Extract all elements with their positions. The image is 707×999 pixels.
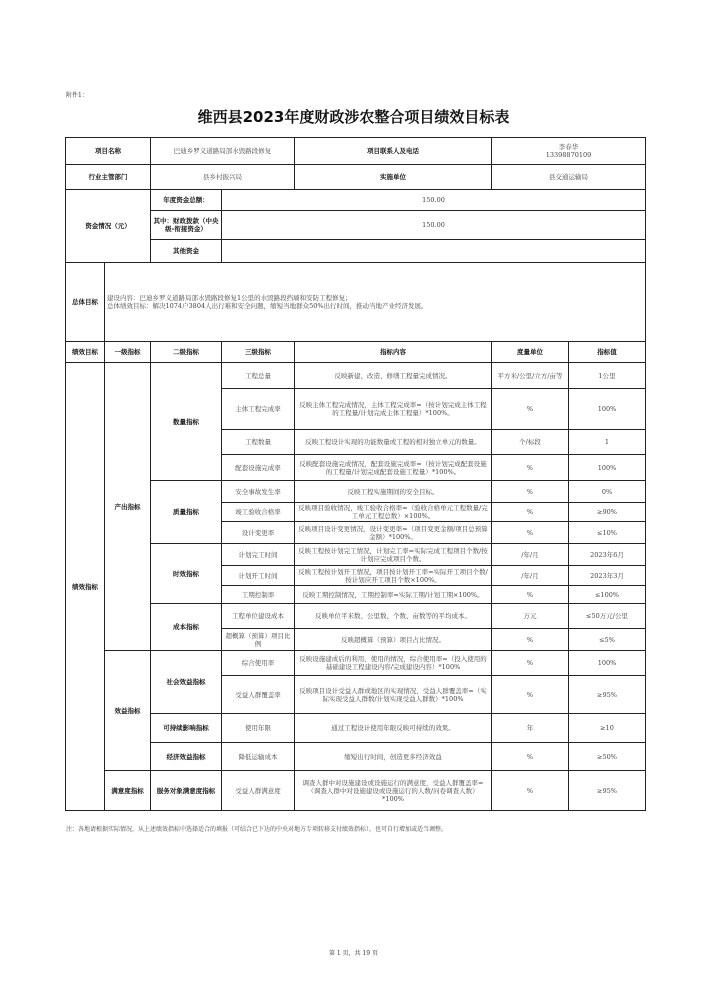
contact-label: 项目联系人及电话	[295, 138, 492, 165]
indicator-content: 反映工程按计划完工情况，计划完工率=实际完成工程项目个数/按计划应完成项目个数。	[295, 544, 492, 566]
indicator-value: 1公里	[569, 363, 646, 389]
indicator-content: 反映超概算（预算）项目占比情况。	[295, 629, 492, 651]
indicator-unit: 平方米/公里/立方/亩等	[492, 363, 569, 389]
table-row	[66, 481, 646, 503]
indicator-content: 缩短出行时间，创造更多经济效益	[295, 743, 492, 771]
indicator-name: 竣工验收合格率	[222, 503, 295, 522]
funds-other-row	[66, 240, 646, 263]
indicator-unit: %	[492, 586, 569, 604]
level1-cell: 效益指标	[105, 651, 151, 771]
header-level1: 一级指标	[105, 342, 151, 363]
indicator-name: 综合使用率	[222, 651, 295, 676]
indicator-name: 工程总量	[222, 363, 295, 389]
goal-label: 总体目标	[66, 263, 105, 342]
indicator-name: 主体工程完成率	[222, 389, 295, 430]
indicator-name: 降低运输成本	[222, 743, 295, 771]
goal-line-2: 总体绩效目标：解决1074户3804人出行难和安全问题，缩短当地群众50%出行时间，推动当地产业经济发展。	[107, 302, 428, 310]
goal-line-1: 建设内容：巴迪乡罗义道路局部水毁路段修复1公里的水毁路段挡墙和安防工程修复；	[107, 294, 352, 302]
table-row	[66, 771, 646, 811]
funds-fiscal-label: 其中：财政拨款（中央级-衔接资金）	[151, 211, 222, 240]
indicator-unit: %	[492, 481, 569, 503]
indicator-unit: %	[492, 676, 569, 714]
indicator-unit: %	[492, 455, 569, 481]
indicator-content: 反映设施建成后的利用、使用的情况，综合使用率=（投入使用的基础建设工程建设内容/完成建设内容）*100%	[295, 651, 492, 676]
indicator-value: ≥95%	[569, 771, 646, 811]
level1-cell: 满意度指标	[105, 771, 151, 811]
impl-label: 实施单位	[295, 165, 492, 190]
indicator-value: ≤100%	[569, 586, 646, 604]
indicator-value: 0%	[569, 481, 646, 503]
indicator-content: 反映主体工程完成情况，主体工程完成率=（按计划完成主体工程的工程量/计划完成主体工程量）*100%。	[295, 389, 492, 430]
header-row	[66, 342, 646, 363]
level2-cell: 经济效益指标	[151, 743, 222, 771]
table-row	[66, 743, 646, 771]
level2-cell: 质量指标	[151, 481, 222, 544]
contact-value	[492, 138, 646, 165]
indicator-value: ≥95%	[569, 676, 646, 714]
indicator-content: 反映项目设计变更情况，设计变更率=（项目变更金额/项目总预算金额）*100%。	[295, 522, 492, 544]
indicator-name: 工程数量	[222, 430, 295, 455]
indicator-unit: %	[492, 522, 569, 544]
level2-cell: 可持续影响指标	[151, 714, 222, 743]
indicator-name: 计划开工时间	[222, 566, 295, 586]
indicator-name: 受益人群覆盖率	[222, 676, 295, 714]
contact-name: 李春华	[558, 143, 579, 151]
contact-phone: 13398870109	[545, 151, 592, 159]
indicator-value: ≤10%	[569, 522, 646, 544]
indicator-unit: %	[492, 389, 569, 430]
performance-table	[65, 137, 646, 811]
indicator-value: 2023年3月	[569, 566, 646, 586]
funds-total-value: 150.00	[222, 190, 646, 211]
indicator-content: 调查人群中对设施建设或设施运行的满意度，受益人群覆盖率=（调查人群中对设施建设或设施运行的人数/问卷调查人数）*100%	[295, 771, 492, 811]
header-unit: 度量单位	[492, 342, 569, 363]
funds-total-row	[66, 190, 646, 211]
indicator-unit: 年	[492, 714, 569, 743]
funds-other-label: 其他资金	[151, 240, 222, 263]
level2-cell: 社会效益指标	[151, 651, 222, 714]
indicator-name: 超概算（预算）项目比例	[222, 629, 295, 651]
level2-cell: 数量指标	[151, 363, 222, 481]
table-row	[66, 714, 646, 743]
table-row	[66, 544, 646, 566]
footnote: 注：各地请根据实际情况，从上述绩效指标中选择适合的填报（可结合已下达的中央对地方专项转移支付绩效指标），也可自行增加或适当调整。	[66, 826, 448, 833]
level0-cell: 绩效指标	[66, 363, 105, 811]
indicator-value: 1	[569, 430, 646, 455]
level1-cell: 产出指标	[105, 363, 151, 651]
indicator-content: 反映项目设计受益人群或地区的实现情况，受益人群覆盖率=（实际实现受益人群数/计划实现受益人群数）*100%	[295, 676, 492, 714]
indicator-name: 工程单位建设成本	[222, 604, 295, 629]
indicator-content: 反映单位平米数、公里数、个数、亩数等的平均成本。	[295, 604, 492, 629]
indicator-name: 工期控制率	[222, 586, 295, 604]
indicator-name: 计划完工时间	[222, 544, 295, 566]
page-number: 第 1 页，共 19 页	[328, 950, 379, 957]
level2-cell: 成本指标	[151, 604, 222, 651]
indicator-unit: 万元	[492, 604, 569, 629]
indicator-name: 安全事故发生率	[222, 481, 295, 503]
indicator-unit: /年/月	[492, 566, 569, 586]
header-content: 指标内容	[295, 342, 492, 363]
indicator-name: 配套设施完成率	[222, 455, 295, 481]
table-row	[66, 604, 646, 629]
header-goal: 绩效目标	[66, 342, 105, 363]
dept-label: 行业主管部门	[66, 165, 151, 190]
project-name-row	[66, 138, 646, 165]
indicator-value: ≤50万元/公里	[569, 604, 646, 629]
indicator-name: 设计变更率	[222, 522, 295, 544]
indicator-content: 反映工程设计实现的功能数量或工程的相对独立单元的数量。	[295, 430, 492, 455]
project-name-value: 巴迪乡罗义道路局部水毁路段修复	[151, 138, 295, 165]
goal-row	[66, 263, 646, 342]
indicator-name: 使用年限	[222, 714, 295, 743]
indicator-content: 反映工程实施期间的安全目标。	[295, 481, 492, 503]
level2-cell: 服务对象满意度指标	[151, 771, 222, 811]
indicator-unit: %	[492, 503, 569, 522]
table-row	[66, 363, 646, 389]
level2-cell: 时效指标	[151, 544, 222, 604]
indicator-unit: %	[492, 771, 569, 811]
funds-label: 资金情况（元）	[66, 190, 151, 263]
header-value: 指标值	[569, 342, 646, 363]
funds-fiscal-row	[66, 211, 646, 240]
indicator-value: ≥50%	[569, 743, 646, 771]
indicator-value: 2023年6月	[569, 544, 646, 566]
indicator-unit: %	[492, 629, 569, 651]
indicator-unit: %	[492, 743, 569, 771]
header-level2: 二级指标	[151, 342, 222, 363]
project-name-label: 项目名称	[66, 138, 151, 165]
funds-other-value	[222, 240, 646, 263]
dept-value: 县乡村振兴局	[151, 165, 295, 190]
funds-total-label: 年度资金总额：	[151, 190, 222, 211]
indicator-value: 100%	[569, 651, 646, 676]
indicator-content: 反映工程按计划开工情况，项目按计划开工率=实际开工项目个数/按计划应开工项目个数×100%。	[295, 566, 492, 586]
indicator-value: ≥90%	[569, 503, 646, 522]
indicator-value: ≤5%	[569, 629, 646, 651]
indicator-unit: 个/标段	[492, 430, 569, 455]
indicator-content: 反映配套设施完成情况，配套设施完成率=（按计划完成配套设施的工程量/计划完成配套设施工程量）*100%。	[295, 455, 492, 481]
dept-row	[66, 165, 646, 190]
indicator-value: 100%	[569, 389, 646, 430]
goal-content	[105, 263, 646, 342]
indicator-content: 反映新建、改造、修缮工程量完成情况。	[295, 363, 492, 389]
table-row	[66, 651, 646, 676]
indicator-unit: %	[492, 651, 569, 676]
indicator-value: ≥10	[569, 714, 646, 743]
header-level3: 三级指标	[222, 342, 295, 363]
page-title: 维西县2023年度财政涉农整合项目绩效目标表	[197, 108, 510, 126]
indicator-unit: /年/月	[492, 544, 569, 566]
indicator-value: 100%	[569, 455, 646, 481]
indicator-content: 反映工期控制情况，工期控制率=实际工期/计划工期×100%。	[295, 586, 492, 604]
attachment-label: 附件1：	[66, 92, 88, 99]
indicator-content: 通过工程设计使用年限反映可持续的效果。	[295, 714, 492, 743]
indicator-name: 受益人群满意度	[222, 771, 295, 811]
indicator-content: 反映项目验收情况，竣工验收合格率=（验收合格单元工程数量/完工单元工程总数）×100%。	[295, 503, 492, 522]
impl-value: 县交通运输局	[492, 165, 646, 190]
funds-fiscal-value: 150.00	[222, 211, 646, 240]
